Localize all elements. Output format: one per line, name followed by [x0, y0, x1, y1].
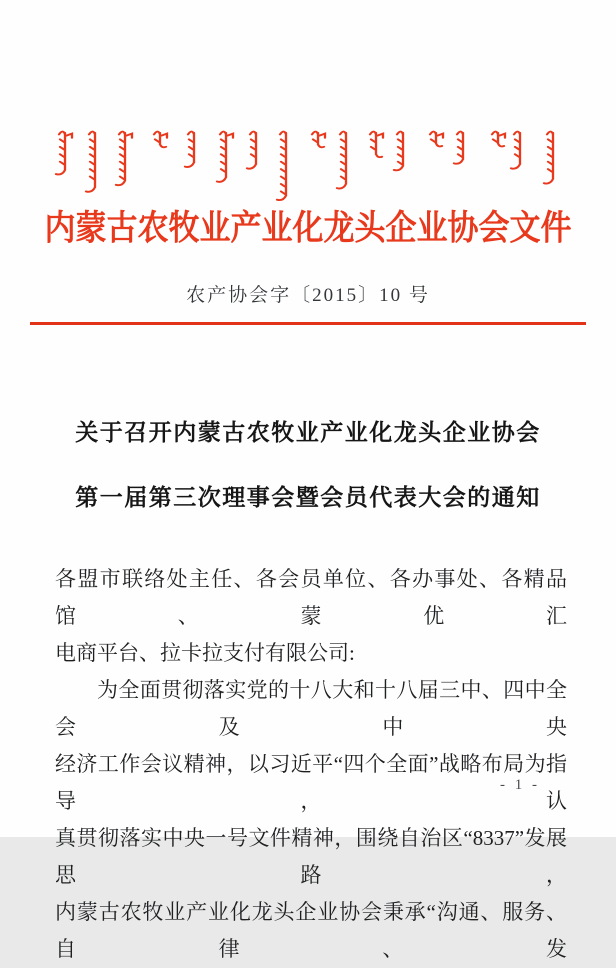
- org-title: 内蒙古农牧业产业化龙头企业协会文件: [44, 207, 572, 248]
- mongolian-script-header-icon: [58, 127, 563, 203]
- body-line-salutation-2: 电商平台、拉卡拉支付有限公司:: [55, 641, 355, 665]
- page-number: - 1 -: [500, 777, 540, 793]
- body-line-salutation-1: 各盟市联络处主任、各会员单位、各办事处、各精品馆、蒙优汇: [55, 567, 567, 628]
- notice-title-line-2: 第一届第三次理事会暨会员代表大会的通知: [75, 485, 541, 510]
- notice-title-line-1: 关于召开内蒙古农牧业产业化龙头企业协会: [75, 420, 541, 445]
- body-line-paragraph-1: 为全面贯彻落实党的十八大和十八届三中、四中全会及中央: [55, 678, 567, 739]
- doc-number: 农产协会字〔2015〕10 号: [186, 285, 430, 306]
- body-line-paragraph-2: 经济工作会议精神，以习近平“四个全面”战略布局为指导，认: [55, 752, 567, 813]
- body-line-paragraph-3: 真贯彻落实中央一号文件精神，围绕自治区“8337”发展思路，: [55, 826, 567, 887]
- red-separator-line: [30, 322, 586, 325]
- body-text: [55, 561, 567, 968]
- body-line-paragraph-4: 内蒙古农牧业产业化龙头企业协会秉承“沟通、服务、自律、发: [55, 900, 567, 961]
